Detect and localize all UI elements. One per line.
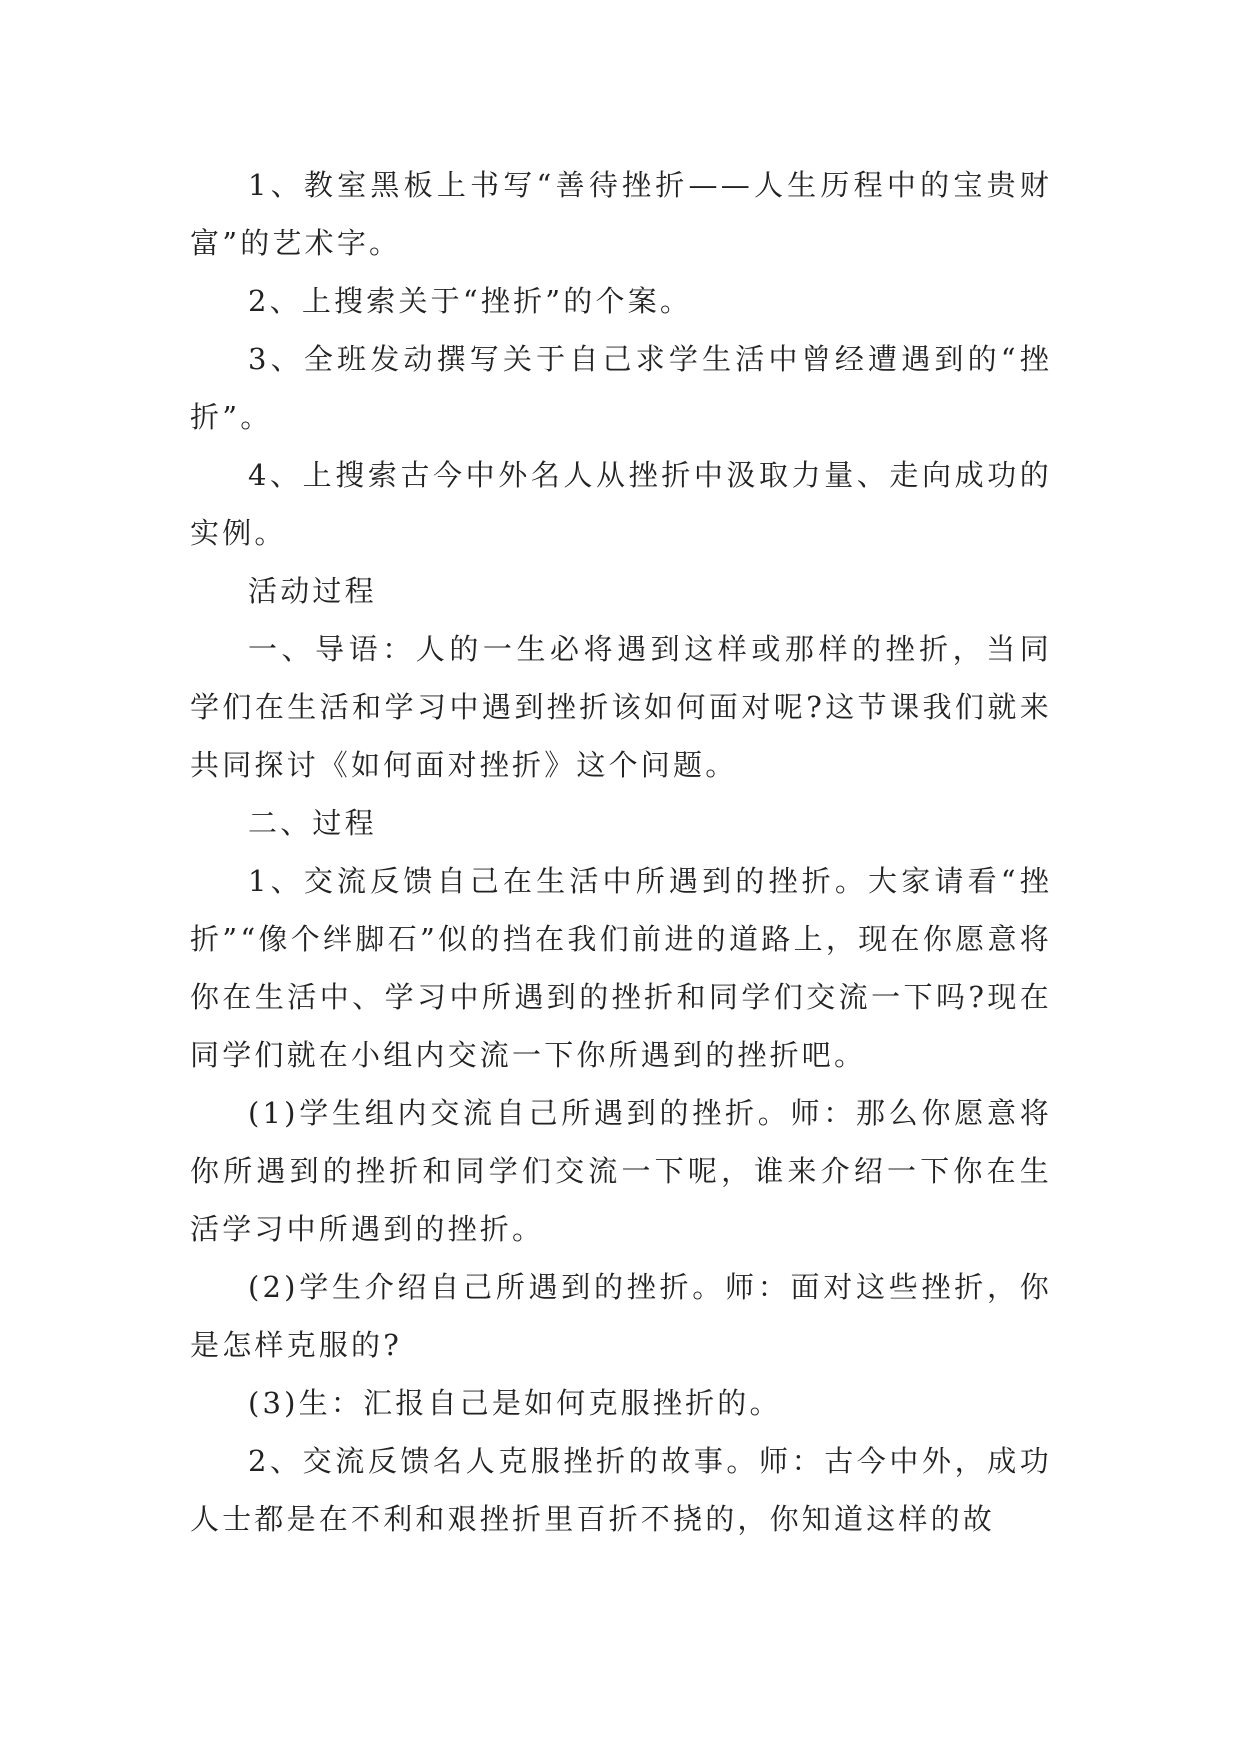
paragraph-introduction: 一、导语：人的一生必将遇到这样或那样的挫折，当同学们在生活和学习中遇到挫折该如何面对呢?这节课我们就来共同探讨《如何面对挫折》这个问题。 (190, 632, 1052, 782)
paragraph-process-2: 2、交流反馈名人克服挫折的故事。师：古今中外，成功人士都是在不利和艰挫折里百折不挠的，你知道这样的故 (190, 1444, 1052, 1536)
paragraph-prep-3: 3、全班发动撰写关于自己求学生活中曾经遭遇到的“挫折”。 (190, 342, 1052, 434)
paragraph-step-1: (1)学生组内交流自己所遇到的挫折。师：那么你愿意将你所遇到的挫折和同学们交流一下呢，谁来介绍一下你在生活学习中所遇到的挫折。 (190, 1096, 1052, 1246)
section-heading-process: 二、过程 (248, 806, 377, 840)
paragraph-prep-1: 1、教室黑板上书写“善待挫折——人生历程中的宝贵财富”的艺术字。 (190, 168, 1052, 260)
paragraph-process-1: 1、交流反馈自己在生活中所遇到的挫折。大家请看“挫折”“像个绊脚石”似的挡在我们前进的道路上，现在你愿意将你在生活中、学习中所遇到的挫折和同学们交流一下吗?现在同学们就在小组内交流一下你所遇到的挫折吧。 (190, 864, 1052, 1072)
document-body (190, 156, 1052, 1548)
paragraph-prep-4: 4、上搜索古今中外名人从挫折中汲取力量、走向成功的实例。 (190, 458, 1052, 550)
section-heading-activity-process: 活动过程 (248, 574, 377, 608)
paragraph-step-2: (2)学生介绍自己所遇到的挫折。师：面对这些挫折，你是怎样克服的? (190, 1270, 1052, 1362)
paragraph-prep-2: 2、上搜索关于“挫折”的个案。 (248, 284, 693, 318)
paragraph-step-3: (3)生：汇报自己是如何克服挫折的。 (248, 1386, 782, 1420)
